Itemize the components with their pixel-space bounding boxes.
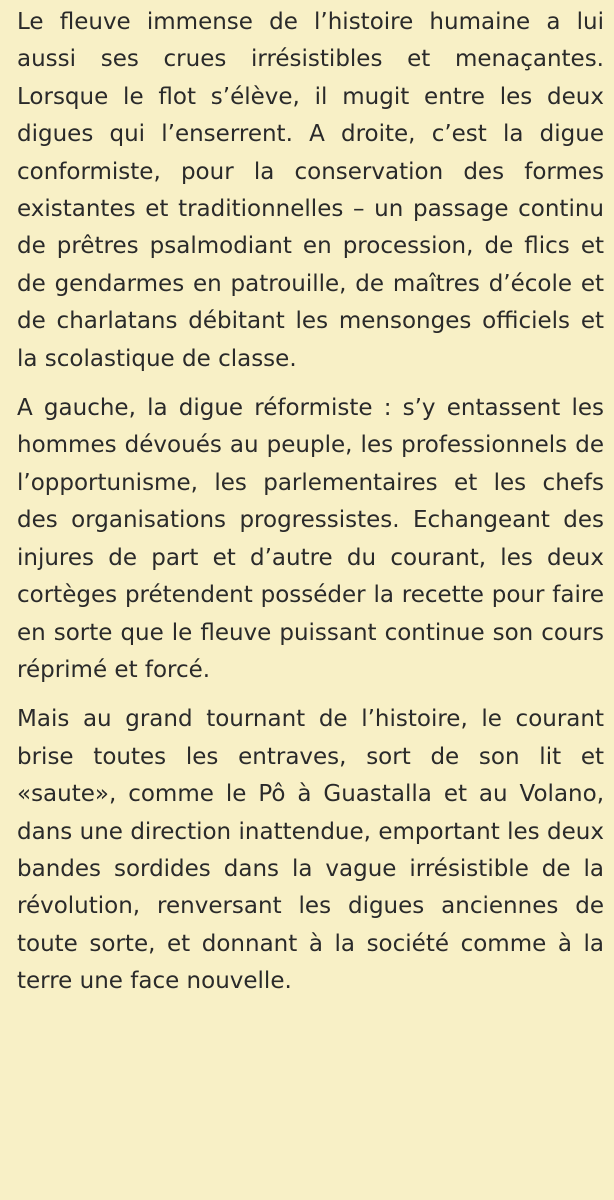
paragraph-2: A gauche, la digue réformiste : s’y entassent les hommes dévoués au peuple, les professionnels de l’opportunisme, les parlementaires et les chefs des organisations progressistes. Echangeant des injures de part et d’autre du courant, les deux cortèges prétendent posséder la recette pour faire en sorte que le fleuve puissant continue son cours réprimé et forcé. <box>17 395 604 683</box>
paragraph-1: Le fleuve immense de l’histoire humaine a lui aussi ses crues irrésistibles et menaçantes. Lorsque le flot s’élève, il mugit entre les deux digues qui l’enserrent. A droite, c’est la digue conformiste, pour la conservation des formes existantes et traditionnelles – un passage continu de prêtres psalmodiant en procession, de flics et de gendarmes en patrouille, de maîtres d’école et de charlatans débitant les mensonges officiels et la scolastique de classe. <box>17 9 604 372</box>
paragraph-3: Mais au grand tournant de l’histoire, le courant brise toutes les entraves, sort de son lit et «saute», comme le Pô à Guastalla et au Volano, dans une direction inattendue, emportant les deux bandes sordides dans la vague irrésistible de la révolution, renversant les digues anciennes de toute sorte, et donnant à la société comme à la terre une face nouvelle. <box>17 706 604 995</box>
